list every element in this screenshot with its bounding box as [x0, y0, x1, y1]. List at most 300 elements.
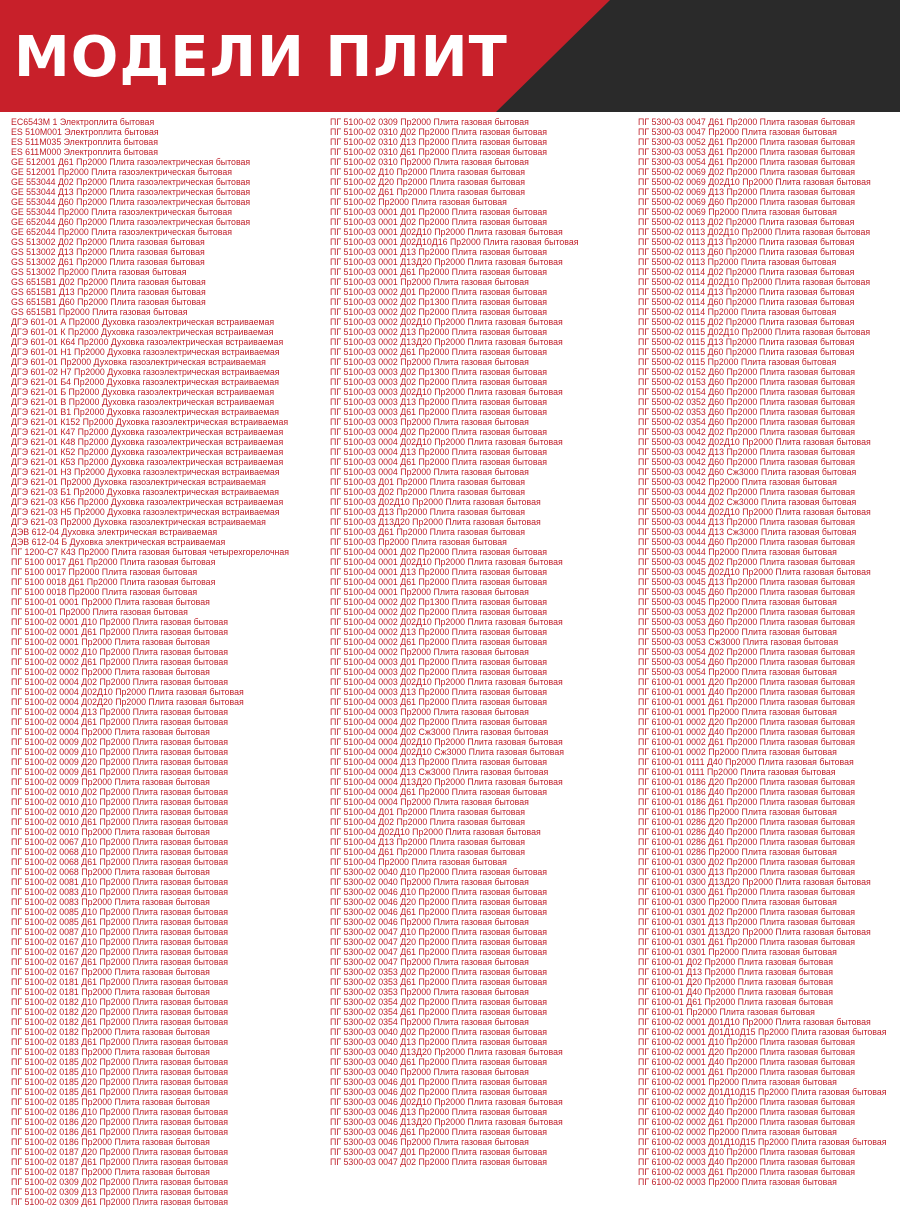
model-item[interactable]: ПГ 5500-03 0042 Д13 Пр2000 Плита газовая бытовая	[638, 447, 856, 457]
model-item[interactable]: ПГ 5100-03 0002 Д02 Пр1300 Плита газовая бытовая	[330, 297, 548, 307]
model-item[interactable]: ПГ 6100-01 0186 Д20 Пр2000 Плита газовая бытовая	[638, 777, 856, 787]
model-item[interactable]: ПГ 5100-04 0004 Пр2000 Плита газовая бытовая	[330, 797, 529, 807]
model-item[interactable]: ПГ 5500-02 0352 Д60 Пр2000 Плита газовая бытовая	[638, 397, 856, 407]
model-item[interactable]: ПГ 5100-03 0003 Д13 Пр2000 Плита газовая бытовая	[330, 397, 548, 407]
model-item[interactable]: ПГ 5100-04 Д02Д10 Пр2000 Плита газовая бытовая	[330, 827, 541, 837]
model-item[interactable]: ПГ 5100-02 0309 Пр2000 Плита газовая бытовая	[330, 117, 529, 127]
model-item[interactable]: ПГ 5500-02 0069 Д02 Пр2000 Плита газовая бытовая	[638, 167, 856, 177]
model-item[interactable]: ПГ 5100-02 0009 Д20 Пр2000 Плита газовая бытовая	[11, 757, 229, 767]
model-item[interactable]: ДГЭ 621-01 В1 Пр2000 Духовка газоэлектрическая встраиваемая	[11, 407, 280, 417]
model-item[interactable]: ПГ 5100-03 Пр2000 Плита газовая бытовая	[330, 537, 507, 547]
model-item[interactable]: ПГ 5100-04 0002 Пр2000 Плита газовая бытовая	[330, 647, 529, 657]
model-item[interactable]: ПГ 5100-02 0185 Пр2000 Плита газовая бытовая	[11, 1097, 210, 1107]
model-item[interactable]: ДГЭ 601-01 К64 Пр2000 Духовка газоэлектрическая встраиваемая	[11, 337, 284, 347]
model-item[interactable]: ПГ 6100-01 0002 Д20 Пр2000 Плита газовая бытовая	[638, 717, 856, 727]
model-item[interactable]: ПГ 5100-02 0186 Д10 Пр2000 Плита газовая бытовая	[11, 1107, 229, 1117]
model-item[interactable]: ДЭВ 612-04 Духовка электрическая встраиваемая	[11, 527, 218, 537]
model-item[interactable]: ПГ 6100-01 0301 Пр2000 Плита газовая бытовая	[638, 947, 837, 957]
model-item[interactable]: ПГ 5100-03 0004 Д02Д10 Пр2000 Плита газовая бытовая	[330, 437, 563, 447]
model-item[interactable]: ПГ 5100-02 0009 Пр2000 Плита газовая бытовая	[11, 777, 210, 787]
model-item[interactable]: ПГ 5500-03 0054 Пр2000 Плита газовая бытовая	[638, 667, 837, 677]
model-item[interactable]: GS 6515B1 Д13 Пр2000 Плита газовая бытовая	[11, 287, 206, 297]
model-item[interactable]: ДГЭ 621-03 Пр2000 Духовка газоэлектрическая встраиваемая	[11, 517, 266, 527]
model-item[interactable]: ПГ 5500-02 0069 Д60 Пр2000 Плита газовая бытовая	[638, 197, 856, 207]
model-item[interactable]: ПГ 5100-03 0001 Д01 Пр2000 Плита газовая бытовая	[330, 207, 548, 217]
model-item[interactable]: ПГ 6100-02 0002 Д61 Пр2000 Плита газовая бытовая	[638, 1117, 856, 1127]
model-item[interactable]: ПГ 5500-02 0114 Д60 Пр2000 Плита газовая бытовая	[638, 297, 855, 307]
model-item[interactable]: ПГ 5300-03 0047 Д61 Пр2000 Плита газовая бытовая	[638, 117, 856, 127]
model-item[interactable]: ПГ 6100-01 0300 Д13 Пр2000 Плита газовая бытовая	[638, 867, 856, 877]
model-item[interactable]: ПГ 5500-03 0045 Д60 Пр2000 Плита газовая бытовая	[638, 587, 856, 597]
model-item[interactable]: ПГ 5100-04 0003 Пр2000 Плита газовая бытовая	[330, 707, 529, 717]
model-item[interactable]: ПГ 5100-04 0003 Д13 Пр2000 Плита газовая бытовая	[330, 687, 548, 697]
model-item[interactable]: ПГ 5100-03 Д02 Пр2000 Плита газовая бытовая	[330, 487, 526, 497]
model-item[interactable]: ES 510M001 Электроплита бытовая	[11, 127, 159, 137]
model-item[interactable]: ПГ 6100-02 0001 Пр2000 Плита газовая бытовая	[638, 1077, 837, 1087]
model-item[interactable]: ПГ 6100-01 0002 Пр2000 Плита газовая бытовая	[638, 747, 837, 757]
model-item[interactable]: ПГ 5100-02 0186 Д20 Пр2000 Плита газовая бытовая	[11, 1117, 229, 1127]
model-item[interactable]: ДГЭ 621-01 Пр2000 Духовка газоэлектрическая встраиваемая	[11, 477, 266, 487]
model-item[interactable]: ПГ 5100-02 0185 Д61 Пр2000 Плита газовая бытовая	[11, 1087, 229, 1097]
model-item[interactable]: ПГ 5100-02 0083 Пр2000 Плита газовая бытовая	[11, 897, 210, 907]
model-item[interactable]: GE 652044 Д60 Пр2000 Плита газоэлектрическая бытовая	[11, 217, 251, 227]
model-item[interactable]: ПГ 5500-02 0113 Д02Д10 Пр2000 Плита газовая бытовая	[638, 227, 871, 237]
model-item[interactable]: ПГ 5100-04 0001 Пр2000 Плита газовая бытовая	[330, 587, 529, 597]
model-item[interactable]: ПГ 5300-02 0040 Пр2000 Плита газовая бытовая	[330, 877, 529, 887]
model-item[interactable]: ПГ 5300-02 0353 Пр2000 Плита газовая бытовая	[330, 987, 529, 997]
model-item[interactable]: ПГ 6100-01 0002 Д40 Пр2000 Плита газовая бытовая	[638, 727, 856, 737]
model-item[interactable]: EC6543M 1 Электроплита бытовая	[11, 117, 155, 127]
model-item[interactable]: ПГ 5100-02 0002 Д61 Пр2000 Плита газовая бытовая	[11, 657, 229, 667]
model-item[interactable]: ПГ 5100-04 0004 Д02 Пр2000 Плита газовая бытовая	[330, 717, 548, 727]
model-item[interactable]: ПГ 5300-03 0052 Д61 Пр2000 Плита газовая бытовая	[638, 137, 856, 147]
model-item[interactable]: ПГ 5100-04 0002 Д02Д10 Пр2000 Плита газовая бытовая	[330, 617, 563, 627]
model-item[interactable]: ПГ 5100-03 0004 Пр2000 Плита газовая бытовая	[330, 467, 529, 477]
model-item[interactable]: ES 511M035 Электроплита бытовая	[11, 137, 158, 147]
model-item[interactable]: ПГ 6100-01 0001 Пр2000 Плита газовая бытовая	[638, 707, 837, 717]
model-item[interactable]: ПГ 6100-01 0111 Д40 Пр2000 Плита газовая бытовая	[638, 757, 854, 767]
model-item[interactable]: ПГ 5100-02 0010 Д02 Пр2000 Плита газовая бытовая	[11, 787, 229, 797]
model-item[interactable]: ПГ 5300-03 0040 Пр2000 Плита газовая бытовая	[330, 1067, 529, 1077]
model-item[interactable]: ПГ 5500-03 0045 Д02Д10 Пр2000 Плита газовая бытовая	[638, 567, 871, 577]
model-item[interactable]: ПГ 5100-02 0009 Д02 Пр2000 Плита газовая бытовая	[11, 737, 229, 747]
model-item[interactable]: ДГЭ 621-01 К48 Пр2000 Духовка газоэлектрическая встраиваемая	[11, 437, 284, 447]
model-item[interactable]: ПГ 5100-02 0001 Пр2000 Плита газовая бытовая	[11, 637, 210, 647]
model-item[interactable]: ПГ 5100 0017 Д61 Пр2000 Плита газовая бытовая	[11, 557, 216, 567]
model-item[interactable]: ПГ 5100-02 0004 Пр2000 Плита газовая бытовая	[11, 727, 210, 737]
model-item[interactable]: ПГ 5500-03 0042 Д60 Сж3000 Плита газовая бытовая	[638, 467, 857, 477]
model-item[interactable]: ПГ 6100-01 0301 Д13Д20 Пр2000 Плита газовая бытовая	[638, 927, 871, 937]
model-item[interactable]: ПГ 5500-03 0044 Д02 Пр2000 Плита газовая бытовая	[638, 487, 856, 497]
model-item[interactable]: ПГ 5300-03 0053 Д61 Пр2000 Плита газовая бытовая	[638, 147, 856, 157]
model-item[interactable]: ПГ 6100-01 0286 Д61 Пр2000 Плита газовая бытовая	[638, 837, 856, 847]
model-item[interactable]: ПГ 5100-03 0002 Д13Д20 Пр2000 Плита газовая бытовая	[330, 337, 563, 347]
model-item[interactable]: ПГ 5100-02 0310 Д61 Пр2000 Плита газовая бытовая	[330, 147, 548, 157]
model-item[interactable]: ПГ 5100-03 Д61 Пр2000 Плита газовая бытовая	[330, 527, 526, 537]
model-item[interactable]: ПГ 6100-01 0001 Д20 Пр2000 Плита газовая бытовая	[638, 677, 856, 687]
model-item[interactable]: ES 611M000 Электроплита бытовая	[11, 147, 158, 157]
model-item[interactable]: ПГ 5500-03 0042 Д60 Пр2000 Плита газовая бытовая	[638, 457, 856, 467]
model-item[interactable]: ПГ 5500-03 0045 Д13 Пр2000 Плита газовая бытовая	[638, 577, 856, 587]
model-item[interactable]: ПГ 5100-03 0004 Д02 Пр2000 Плита газовая бытовая	[330, 427, 548, 437]
model-item[interactable]: ПГ 5300-03 0047 Д01 Пр2000 Плита газовая бытовая	[330, 1147, 548, 1157]
model-item[interactable]: ПГ 5100-03 0002 Д61 Пр2000 Плита газовая бытовая	[330, 347, 548, 357]
model-item[interactable]: ПГ 5300-03 0046 Д02 Пр2000 Плита газовая бытовая	[330, 1087, 548, 1097]
model-item[interactable]: ПГ 5300-03 0040 Д13 Пр2000 Плита газовая бытовая	[330, 1037, 548, 1047]
model-item[interactable]: ПГ 5100-03 Д01 Пр2000 Плита газовая бытовая	[330, 477, 526, 487]
model-item[interactable]: ПГ 6100-01 0186 Пр2000 Плита газовая бытовая	[638, 807, 837, 817]
model-item[interactable]: ДГЭ 601-01 Н1 Пр2000 Духовка газоэлектрическая встраиваемая	[11, 347, 280, 357]
model-item[interactable]: ДГЭ 621-01 Б4 Пр2000 Духовка газоэлектрическая встраиваемая	[11, 377, 279, 387]
model-item[interactable]: ПГ 5500-02 0115 Д02Д10 Пр2000 Плита газовая бытовая	[638, 327, 871, 337]
model-item[interactable]: ПГ 5100-04 0002 Д61 Пр2000 Плита газовая бытовая	[330, 637, 548, 647]
model-item[interactable]: ПГ 5100-02 0310 Пр2000 Плита газовая бытовая	[330, 157, 529, 167]
model-item[interactable]: ПГ 6100-01 Д40 Пр2000 Плита газовая бытовая	[638, 987, 834, 997]
model-item[interactable]: ПГ 5100-02 0085 Д61 Пр2000 Плита газовая бытовая	[11, 917, 229, 927]
model-item[interactable]: ПГ 5100-04 0004 Д61 Пр2000 Плита газовая бытовая	[330, 787, 548, 797]
model-item[interactable]: GE 512001 Пр2000 Плита газоэлектрическая бытовая	[11, 167, 232, 177]
model-item[interactable]: ПГ 5300-02 0353 Д61 Пр2000 Плита газовая бытовая	[330, 977, 548, 987]
model-item[interactable]: ПГ 5100-02 0310 Д02 Пр2000 Плита газовая бытовая	[330, 127, 548, 137]
model-item[interactable]: ПГ 6100-02 0001 Д01Д10Д15 Пр2000 Плита газовая бытовая	[638, 1027, 887, 1037]
model-item[interactable]: ПГ 5500-03 0044 Д02 Сж3000 Плита газовая бытовая	[638, 497, 857, 507]
model-item[interactable]: ПГ 5100-04 0004 Д13 Пр2000 Плита газовая бытовая	[330, 757, 548, 767]
model-item[interactable]: ПГ 5100-04 0003 Д02Д10 Пр2000 Плита газовая бытовая	[330, 677, 563, 687]
model-item[interactable]: ПГ 6100-02 0002 Д01Д10Д15 Пр2000 Плита газовая бытовая	[638, 1087, 887, 1097]
model-item[interactable]: ПГ 6100-02 0001 Д01Д10 Пр2000 Плита газовая бытовая	[638, 1017, 871, 1027]
model-item[interactable]: ПГ 6100-01 0001 Д61 Пр2000 Плита газовая бытовая	[638, 697, 856, 707]
model-item[interactable]: ПГ 5100-02 0187 Д61 Пр2000 Плита газовая бытовая	[11, 1157, 229, 1167]
model-item[interactable]: ПГ 5100-02 0009 Д10 Пр2000 Плита газовая бытовая	[11, 747, 229, 757]
model-item[interactable]: ПГ 5100-03 0001 Д02 Пр2000 Плита газовая бытовая	[330, 217, 548, 227]
model-item[interactable]: ПГ 5500-02 0115 Д02 Пр2000 Плита газовая бытовая	[638, 317, 855, 327]
model-item[interactable]: ПГ 5100-02 0002 Д10 Пр2000 Плита газовая бытовая	[11, 647, 229, 657]
model-item[interactable]: ПГ 6100-01 0286 Пр2000 Плита газовая бытовая	[638, 847, 837, 857]
model-item[interactable]: ПГ 5100-04 0002 Д13 Пр2000 Плита газовая бытовая	[330, 627, 548, 637]
model-item[interactable]: ПГ 5500-02 0069 Пр2000 Плита газовая бытовая	[638, 207, 837, 217]
model-item[interactable]: ПГ 5100-02 Д61 Пр2000 Плита газовая бытовая	[330, 187, 526, 197]
model-item[interactable]: ПГ 5300-02 0354 Д61 Пр2000 Плита газовая бытовая	[330, 1007, 548, 1017]
model-item[interactable]: ПГ 5100-02 0068 Пр2000 Плита газовая бытовая	[11, 867, 210, 877]
model-item[interactable]: ПГ 5100-03 0003 Д02 Пр2000 Плита газовая бытовая	[330, 377, 548, 387]
model-item[interactable]: ПГ 5100-02 0081 Д10 Пр2000 Плита газовая бытовая	[11, 877, 229, 887]
model-item[interactable]: ПГ 5500-03 0044 Д13 Сж3000 Плита газовая бытовая	[638, 527, 857, 537]
model-item[interactable]: ПГ 6100-02 0001 Д61 Пр2000 Плита газовая бытовая	[638, 1067, 856, 1077]
model-item[interactable]: ПГ 5300-02 0353 Д02 Пр2000 Плита газовая бытовая	[330, 967, 548, 977]
model-item[interactable]: ПГ 5300-03 0040 Д61 Пр2000 Плита газовая бытовая	[330, 1057, 548, 1067]
model-item[interactable]: ПГ 5100-02 0181 Д61 Пр2000 Плита газовая бытовая	[11, 977, 229, 987]
model-item[interactable]: ПГ 5500-02 0153 Д60 Пр2000 Плита газовая бытовая	[638, 377, 856, 387]
model-item[interactable]: ПГ 5500-03 0053 Д02 Пр2000 Плита газовая бытовая	[638, 607, 856, 617]
model-item[interactable]: ПГ 5100-03 0004 Д13 Пр2000 Плита газовая бытовая	[330, 447, 548, 457]
model-item[interactable]: ПГ 6100-02 0002 Пр2000 Плита газовая бытовая	[638, 1127, 837, 1137]
model-item[interactable]: ПГ 5500-03 0042 Д02Д10 Пр2000 Плита газовая бытовая	[638, 437, 871, 447]
model-item[interactable]: ПГ 5500-03 0053 Сж3000 Плита газовая бытовая	[638, 637, 839, 647]
model-item[interactable]: ПГ 5100-02 0185 Д02 Пр2000 Плита газовая бытовая	[11, 1057, 229, 1067]
model-item[interactable]: ДГЭ 621-03 Н5 Пр2000 Духовка газоэлектрическая встраиваемая	[11, 507, 280, 517]
model-item[interactable]: GS 513002 Д13 Пр2000 Плита газовая бытовая	[11, 247, 205, 257]
model-item[interactable]: ПГ 5500-03 0044 Д60 Пр2000 Плита газовая бытовая	[638, 537, 856, 547]
model-item[interactable]: ПГ 5100-02 0010 Д20 Пр2000 Плита газовая бытовая	[11, 807, 229, 817]
model-item[interactable]: ПГ 5300-02 0046 Пр2000 Плита газовая бытовая	[330, 917, 529, 927]
model-item[interactable]: ПГ 5500-02 0114 Д02Д10 Пр2000 Плита газовая бытовая	[638, 277, 871, 287]
model-item[interactable]: ПГ 5100-03 0001 Д13 Пр2000 Плита газовая бытовая	[330, 247, 548, 257]
model-item[interactable]: ПГ 5100-02 0309 Д61 Пр2000 Плита газовая бытовая	[11, 1197, 229, 1207]
model-item[interactable]: ПГ 5500-02 0154 Д60 Пр2000 Плита газовая бытовая	[638, 387, 856, 397]
model-item[interactable]: ПГ 5100-03 Д02Д10 Пр2000 Плита газовая бытовая	[330, 497, 541, 507]
model-item[interactable]: ПГ 5500-02 0115 Пр2000 Плита газовая бытовая	[638, 357, 837, 367]
model-item[interactable]: ПГ 5100-04 Пр2000 Плита газовая бытовая	[330, 857, 507, 867]
model-item[interactable]: ПГ 5100-04 Д01 Пр2000 Плита газовая бытовая	[330, 807, 526, 817]
model-item[interactable]: ПГ 5100-02 0167 Д61 Пр2000 Плита газовая бытовая	[11, 957, 229, 967]
model-item[interactable]: ДГЭ 601-02 Н7 Пр2000 Духовка газоэлектрическая встраиваемая	[11, 367, 280, 377]
model-item[interactable]: ДЭВ 612-04 Б Духовка электрическая встраиваемая	[11, 537, 226, 547]
model-item[interactable]: ПГ 5100-03 0002 Д13 Пр2000 Плита газовая бытовая	[330, 327, 548, 337]
model-item[interactable]: ПГ 6100-02 0002 Д40 Пр2000 Плита газовая бытовая	[638, 1107, 856, 1117]
model-item[interactable]: ПГ 5300-03 0046 Д13Д20 Пр2000 Плита газовая бытовая	[330, 1117, 563, 1127]
model-item[interactable]: ПГ 6100-02 0003 Пр2000 Плита газовая бытовая	[638, 1177, 837, 1187]
model-item[interactable]: ПГ 5300-02 0354 Пр2000 Плита газовая бытовая	[330, 1017, 529, 1027]
model-item[interactable]: ПГ 5100-04 0001 Д13 Пр2000 Плита газовая бытовая	[330, 567, 548, 577]
model-item[interactable]: ПГ 5100-02 0068 Д61 Пр2000 Плита газовая бытовая	[11, 857, 229, 867]
model-item[interactable]: ПГ 5100-02 0068 Д10 Пр2000 Плита газовая бытовая	[11, 847, 229, 857]
model-item[interactable]: GS 513002 Д61 Пр2000 Плита газовая бытовая	[11, 257, 205, 267]
model-item[interactable]: ПГ 5100-04 Д02 Пр2000 Плита газовая бытовая	[330, 817, 526, 827]
model-item[interactable]: ПГ 5100-02 0187 Пр2000 Плита газовая бытовая	[11, 1167, 210, 1177]
model-item[interactable]: ДГЭ 601-01 К Пр2000 Духовка газоэлектрическая встраиваемая	[11, 327, 274, 337]
model-item[interactable]: ПГ 5500-03 0042 Д02 Пр2000 Плита газовая бытовая	[638, 427, 856, 437]
model-item[interactable]: ПГ 5300-02 0354 Д02 Пр2000 Плита газовая бытовая	[330, 997, 548, 1007]
model-item[interactable]: ПГ 5100-03 0001 Д13Д20 Пр2000 Плита газовая бытовая	[330, 257, 563, 267]
model-item[interactable]: GS 6515B1 Пр2000 Плита газовая бытовая	[11, 307, 188, 317]
model-item[interactable]: ПГ 5100-02 0004 Д13 Пр2000 Плита газовая бытовая	[11, 707, 229, 717]
model-item[interactable]: ПГ 5100-02 0004 Д61 Пр2000 Плита газовая бытовая	[11, 717, 229, 727]
model-item[interactable]: ДГЭ 601-01 А Пр2000 Духовка газоэлектрическая встраиваемая	[11, 317, 275, 327]
model-item[interactable]: ДГЭ 601-01 Пр2000 Духовка газоэлектрическая встраиваемая	[11, 357, 266, 367]
model-item[interactable]: ПГ 5300-02 0047 Пр2000 Плита газовая бытовая	[330, 957, 529, 967]
model-item[interactable]: GE 652044 Пр2000 Плита газоэлектрическая бытовая	[11, 227, 232, 237]
model-item[interactable]: ПГ 5300-03 0040 Д13Д20 Пр2000 Плита газовая бытовая	[330, 1047, 563, 1057]
model-item[interactable]: GS 6515B1 Д02 Пр2000 Плита газовая бытовая	[11, 277, 206, 287]
model-item[interactable]: ПГ 5100-03 0001 Д02Д10 Пр2000 Плита газовая бытовая	[330, 227, 563, 237]
model-item[interactable]: ПГ 5100-02 0167 Пр2000 Плита газовая бытовая	[11, 967, 210, 977]
model-item[interactable]: ПГ 5100-02 0004 Д02 Пр2000 Плита газовая бытовая	[11, 677, 229, 687]
model-item[interactable]: GS 513002 Пр2000 Плита газовая бытовая	[11, 267, 187, 277]
model-item[interactable]: ПГ 6100-01 0186 Д61 Пр2000 Плита газовая бытовая	[638, 797, 856, 807]
model-item[interactable]: ПГ 5100-04 0001 Д02Д10 Пр2000 Плита газовая бытовая	[330, 557, 563, 567]
model-item[interactable]: ПГ 5500-02 0113 Пр2000 Плита газовая бытовая	[638, 257, 837, 267]
model-item[interactable]: ПГ 6100-01 0001 Д40 Пр2000 Плита газовая бытовая	[638, 687, 856, 697]
model-item[interactable]: ПГ 5100-04 Д13 Пр2000 Плита газовая бытовая	[330, 837, 526, 847]
model-item[interactable]: ПГ 5500-02 0114 Пр2000 Плита газовая бытовая	[638, 307, 837, 317]
model-item[interactable]: GS 6515B1 Д60 Пр2000 Плита газовая бытовая	[11, 297, 206, 307]
model-item[interactable]: ПГ 5100-04 0004 Д13Д20 Пр2000 Плита газовая бытовая	[330, 777, 563, 787]
model-item[interactable]: ПГ 5500-03 0044 Д02Д10 Пр2000 Плита газовая бытовая	[638, 507, 871, 517]
model-item[interactable]: ПГ 5100-02 0181 Пр2000 Плита газовая бытовая	[11, 987, 210, 997]
model-item[interactable]: ПГ 5500-03 0045 Пр2000 Плита газовая бытовая	[638, 597, 837, 607]
model-item[interactable]: ПГ 6100-01 0300 Пр2000 Плита газовая бытовая	[638, 897, 837, 907]
model-item[interactable]: ПГ 6100-02 0003 Д10 Пр2000 Плита газовая бытовая	[638, 1147, 856, 1157]
model-item[interactable]: ПГ 5100-04 0001 Д02 Пр2000 Плита газовая бытовая	[330, 547, 548, 557]
model-item[interactable]: ПГ 6100-02 0001 Д10 Пр2000 Плита газовая бытовая	[638, 1037, 856, 1047]
model-item[interactable]: GE 553044 Д60 Пр2000 Плита газоэлектрическая бытовая	[11, 197, 251, 207]
model-item[interactable]: ПГ 5100-02 0183 Пр2000 Плита газовая бытовая	[11, 1047, 210, 1057]
model-item[interactable]: ПГ 5500-03 0044 Д13 Пр2000 Плита газовая бытовая	[638, 517, 856, 527]
model-item[interactable]: ПГ 5100-04 0003 Д01 Пр2000 Плита газовая бытовая	[330, 657, 548, 667]
model-item[interactable]: ПГ 5300-02 0046 Д20 Пр2000 Плита газовая бытовая	[330, 897, 548, 907]
model-item[interactable]: ПГ 5500-03 0045 Д02 Пр2000 Плита газовая бытовая	[638, 557, 856, 567]
model-item[interactable]: ПГ 5100-02 0182 Пр2000 Плита газовая бытовая	[11, 1027, 210, 1037]
model-item[interactable]: GE 553044 Д02 Пр2000 Плита газоэлектрическая бытовая	[11, 177, 251, 187]
model-item[interactable]: ПГ 5100-02 0182 Д61 Пр2000 Плита газовая бытовая	[11, 1017, 229, 1027]
model-item[interactable]: ПГ 5100-02 0009 Д61 Пр2000 Плита газовая бытовая	[11, 767, 229, 777]
model-item[interactable]: ПГ 5300-03 0047 Д02 Пр2000 Плита газовая бытовая	[330, 1157, 548, 1167]
model-item[interactable]: ПГ 5100-03 0003 Пр2000 Плита газовая бытовая	[330, 417, 529, 427]
model-item[interactable]: ПГ 5100-02 0001 Д61 Пр2000 Плита газовая бытовая	[11, 627, 229, 637]
model-item[interactable]: ПГ 5100-02 0167 Д20 Пр2000 Плита газовая бытовая	[11, 947, 229, 957]
model-item[interactable]: ПГ 5100-04 0002 Д02 Пр2000 Плита газовая бытовая	[330, 607, 548, 617]
model-item[interactable]: ПГ 5100-04 0004 Д02Д10 Пр2000 Плита газовая бытовая	[330, 737, 563, 747]
model-item[interactable]: ПГ 5500-02 0069 Д02Д10 Пр2000 Плита газовая бытовая	[638, 177, 871, 187]
model-item[interactable]: ПГ 5100-04 0004 Д02Д10 Сж3000 Плита газовая бытовая	[330, 747, 565, 757]
model-item[interactable]: ПГ 5100 0017 Пр2000 Плита газовая бытовая	[11, 567, 198, 577]
model-item[interactable]: ПГ 5100-02 0001 Д10 Пр2000 Плита газовая бытовая	[11, 617, 229, 627]
model-item[interactable]: ПГ 6100-01 0300 Д02 Пр2000 Плита газовая бытовая	[638, 857, 856, 867]
model-item[interactable]: ПГ 6100-02 0003 Д01Д10Д15 Пр2000 Плита газовая бытовая	[638, 1137, 887, 1147]
model-item[interactable]: ПГ 5300-03 0046 Д13 Пр2000 Плита газовая бытовая	[330, 1107, 548, 1117]
model-item[interactable]: ПГ 5100-02 Пр2000 Плита газовая бытовая	[330, 197, 507, 207]
model-item[interactable]: ПГ 5500-02 0115 Д13 Пр2000 Плита газовая бытовая	[638, 337, 855, 347]
model-item[interactable]: ПГ 5100-02 0309 Д02 Пр2000 Плита газовая бытовая	[11, 1177, 229, 1187]
model-item[interactable]: ПГ 5100-02 0183 Д61 Пр2000 Плита газовая бытовая	[11, 1037, 229, 1047]
model-item[interactable]: ПГ 5100-03 0003 Д61 Пр2000 Плита газовая бытовая	[330, 407, 548, 417]
model-item[interactable]: ПГ 5100-03 0003 Д02Д10 Пр2000 Плита газовая бытовая	[330, 387, 563, 397]
model-item[interactable]: ПГ 5100-02 0010 Д61 Пр2000 Плита газовая бытовая	[11, 817, 229, 827]
model-item[interactable]: ПГ 5100-02 0085 Д10 Пр2000 Плита газовая бытовая	[11, 907, 229, 917]
model-item[interactable]: ПГ 5100-03 Д13Д20 Пр2000 Плита газовая бытовая	[330, 517, 541, 527]
model-item[interactable]: ДГЭ 621-01 К53 Пр2000 Духовка газоэлектрическая встраиваемая	[11, 457, 284, 467]
model-item[interactable]: ПГ 6100-02 0002 Д10 Пр2000 Плита газовая бытовая	[638, 1097, 856, 1107]
model-item[interactable]: ПГ 5100-04 0004 Д02 Сж3000 Плита газовая бытовая	[330, 727, 549, 737]
model-item[interactable]: ПГ 5100-02 Д10 Пр2000 Плита газовая бытовая	[330, 167, 526, 177]
model-item[interactable]: ПГ 1200-С7 К43 Пр2000 Плита газовая бытовая четырехгорелочная	[11, 547, 290, 557]
model-item[interactable]: ПГ 6100-02 0001 Д40 Пр2000 Плита газовая бытовая	[638, 1057, 856, 1067]
model-item[interactable]: ПГ 6100-01 0301 Д13 Пр2000 Плита газовая бытовая	[638, 917, 856, 927]
model-item[interactable]: ПГ 5300-03 0046 Д02Д10 Пр2000 Плита газовая бытовая	[330, 1097, 563, 1107]
model-item[interactable]: ПГ 5100-02 0310 Д13 Пр2000 Плита газовая бытовая	[330, 137, 548, 147]
model-item[interactable]: ПГ 5300-02 0047 Д20 Пр2000 Плита газовая бытовая	[330, 937, 548, 947]
model-item[interactable]: ПГ 5500-03 0042 Пр2000 Плита газовая бытовая	[638, 477, 837, 487]
model-item[interactable]: ПГ 5300-02 0046 Д10 Пр2000 Плита газовая бытовая	[330, 887, 548, 897]
model-item[interactable]: ПГ 5100-04 0003 Д61 Пр2000 Плита газовая бытовая	[330, 697, 548, 707]
model-item[interactable]: ПГ 5500-02 0113 Д13 Пр2000 Плита газовая бытовая	[638, 237, 855, 247]
model-item[interactable]: ПГ 5100-03 0002 Д02Д10 Пр2000 Плита газовая бытовая	[330, 317, 563, 327]
model-item[interactable]: ПГ 5500-02 0152 Д60 Пр2000 Плита газовая бытовая	[638, 367, 856, 377]
model-item[interactable]: ПГ 6100-01 Д61 Пр2000 Плита газовая бытовая	[638, 997, 834, 1007]
model-item[interactable]: ПГ 5100-02 0067 Д10 Пр2000 Плита газовая бытовая	[11, 837, 229, 847]
model-item[interactable]: ПГ 6100-01 0111 Пр2000 Плита газовая бытовая	[638, 767, 836, 777]
model-item[interactable]: ДГЭ 621-01 Б Пр2000 Духовка газоэлектрическая встраиваемая	[11, 387, 275, 397]
model-item[interactable]: ДГЭ 621-01 В Пр2000 Духовка газоэлектрическая встраиваемая	[11, 397, 275, 407]
model-item[interactable]: ПГ 6100-01 0002 Д61 Пр2000 Плита газовая бытовая	[638, 737, 856, 747]
model-item[interactable]: GE 553044 Д13 Пр2000 Плита газоэлектрическая бытовая	[11, 187, 251, 197]
model-item[interactable]: ПГ 6100-01 0300 Д61 Пр2000 Плита газовая бытовая	[638, 887, 856, 897]
model-item[interactable]: ПГ 5100-01 Пр2000 Плита газовая бытовая	[11, 607, 188, 617]
model-item[interactable]: ПГ 6100-01 0286 Д20 Пр2000 Плита газовая бытовая	[638, 817, 856, 827]
model-item[interactable]: ПГ 5100-02 0002 Пр2000 Плита газовая бытовая	[11, 667, 210, 677]
model-item[interactable]: ПГ 5100-03 Д13 Пр2000 Плита газовая бытовая	[330, 507, 526, 517]
model-item[interactable]: ПГ 5100-03 0003 Д02 Пр1300 Плита газовая бытовая	[330, 367, 548, 377]
model-item[interactable]: ПГ 5500-02 0114 Д02 Пр2000 Плита газовая бытовая	[638, 267, 855, 277]
model-item[interactable]: ПГ 5100-04 0004 Д13 Сж3000 Плита газовая бытовая	[330, 767, 549, 777]
model-item[interactable]: ПГ 5100-02 0087 Д10 Пр2000 Плита газовая бытовая	[11, 927, 229, 937]
model-item[interactable]: ДГЭ 621-01 К52 Пр2000 Духовка газоэлектрическая встраиваемая	[11, 447, 284, 457]
model-item[interactable]: ПГ 5100-02 Д20 Пр2000 Плита газовая бытовая	[330, 177, 526, 187]
model-item[interactable]: ПГ 5300-02 0046 Д61 Пр2000 Плита газовая бытовая	[330, 907, 548, 917]
model-item[interactable]: ПГ 5100-01 0001 Пр2000 Плита газовая бытовая	[11, 597, 210, 607]
model-item[interactable]: ПГ 5300-03 0047 Пр2000 Плита газовая бытовая	[638, 127, 837, 137]
model-item[interactable]: ПГ 5100-03 0001 Пр2000 Плита газовая бытовая	[330, 277, 529, 287]
model-item[interactable]: ПГ 5300-02 0047 Д61 Пр2000 Плита газовая бытовая	[330, 947, 548, 957]
model-item[interactable]: ПГ 6100-01 0300 Д13Д20 Пр2000 Плита газовая бытовая	[638, 877, 871, 887]
model-item[interactable]: ПГ 5500-02 0115 Д60 Пр2000 Плита газовая бытовая	[638, 347, 855, 357]
model-item[interactable]: ПГ 5100-02 0182 Д20 Пр2000 Плита газовая бытовая	[11, 1007, 229, 1017]
model-item[interactable]: ПГ 6100-01 0301 Д02 Пр2000 Плита газовая бытовая	[638, 907, 856, 917]
model-item[interactable]: ПГ 5500-02 0113 Д60 Пр2000 Плита газовая бытовая	[638, 247, 855, 257]
model-item[interactable]: ПГ 5100-02 0187 Д20 Пр2000 Плита газовая бытовая	[11, 1147, 229, 1157]
model-item[interactable]: ПГ 5100-02 0010 Д10 Пр2000 Плита газовая бытовая	[11, 797, 229, 807]
model-item[interactable]: ПГ 5500-02 0114 Д13 Пр2000 Плита газовая бытовая	[638, 287, 855, 297]
model-item[interactable]: ПГ 6100-01 0301 Д61 Пр2000 Плита газовая бытовая	[638, 937, 856, 947]
model-item[interactable]: ПГ 5500-03 0054 Д02 Пр2000 Плита газовая бытовая	[638, 647, 856, 657]
model-item[interactable]: ПГ 5500-03 0053 Пр2000 Плита газовая бытовая	[638, 627, 837, 637]
model-item[interactable]: GE 512001 Д61 Пр2000 Плита газоэлектрическая бытовая	[11, 157, 251, 167]
model-item[interactable]: ПГ 5300-03 0054 Д61 Пр2000 Плита газовая бытовая	[638, 157, 856, 167]
model-item[interactable]: ДГЭ 621-01 К47 Пр2000 Духовка газоэлектрическая встраиваемая	[11, 427, 284, 437]
model-item[interactable]: ПГ 5100-03 0002 Д02 Пр2000 Плита газовая бытовая	[330, 307, 548, 317]
model-item[interactable]: ПГ 5500-02 0353 Д60 Пр2000 Плита газовая бытовая	[638, 407, 856, 417]
model-item[interactable]: ПГ 5100-03 0001 Д02Д10Д16 Пр2000 Плита газовая бытовая	[330, 237, 579, 247]
model-item[interactable]: ДГЭ 621-03 Б1 Пр2000 Духовка газоэлектрическая встраиваемая	[11, 487, 279, 497]
model-item[interactable]: ПГ 5300-02 0040 Д10 Пр2000 Плита газовая бытовая	[330, 867, 548, 877]
model-item[interactable]: ПГ 5100-04 0002 Д02 Пр1300 Плита газовая бытовая	[330, 597, 548, 607]
model-item[interactable]: ДГЭ 621-01 Н3 Пр2000 Духовка газоэлектрическая встраиваемая	[11, 467, 280, 477]
model-item[interactable]: GE 553044 Пр2000 Плита газоэлектрическая бытовая	[11, 207, 232, 217]
model-item[interactable]: ПГ 6100-01 Пр2000 Плита газовая бытовая	[638, 1007, 815, 1017]
model-item[interactable]: ПГ 5300-02 0047 Д10 Пр2000 Плита газовая бытовая	[330, 927, 548, 937]
model-item[interactable]: ПГ 5500-02 0354 Д60 Пр2000 Плита газовая бытовая	[638, 417, 856, 427]
model-item[interactable]: ПГ 5100-04 Д61 Пр2000 Плита газовая бытовая	[330, 847, 526, 857]
model-item[interactable]: ПГ 5100-02 0010 Пр2000 Плита газовая бытовая	[11, 827, 210, 837]
model-item[interactable]: ПГ 5100-02 0083 Д10 Пр2000 Плита газовая бытовая	[11, 887, 229, 897]
model-item[interactable]: ПГ 5100-02 0182 Д10 Пр2000 Плита газовая бытовая	[11, 997, 229, 1007]
model-item[interactable]: ПГ 5500-02 0113 Д02 Пр2000 Плита газовая бытовая	[638, 217, 855, 227]
model-item[interactable]: ПГ 5100 0018 Пр2000 Плита газовая бытовая	[11, 587, 198, 597]
model-item[interactable]: ПГ 5500-03 0053 Д60 Пр2000 Плита газовая бытовая	[638, 617, 856, 627]
model-item[interactable]: ПГ 5100-03 0004 Д61 Пр2000 Плита газовая бытовая	[330, 457, 548, 467]
model-item[interactable]: ПГ 6100-01 0186 Д40 Пр2000 Плита газовая бытовая	[638, 787, 856, 797]
model-item[interactable]: ПГ 5500-03 0054 Д60 Пр2000 Плита газовая бытовая	[638, 657, 856, 667]
model-item[interactable]: ПГ 5100-02 0185 Д10 Пр2000 Плита газовая бытовая	[11, 1067, 229, 1077]
model-item[interactable]: ПГ 5300-03 0046 Д61 Пр2000 Плита газовая бытовая	[330, 1127, 548, 1137]
model-item[interactable]: ПГ 5100-02 0185 Д20 Пр2000 Плита газовая бытовая	[11, 1077, 229, 1087]
model-item[interactable]: ПГ 5100-02 0309 Д13 Пр2000 Плита газовая бытовая	[11, 1187, 229, 1197]
model-item[interactable]: ПГ 5100-03 0001 Д61 Пр2000 Плита газовая бытовая	[330, 267, 548, 277]
model-item[interactable]: ПГ 6100-01 Д20 Пр2000 Плита газовая бытовая	[638, 977, 834, 987]
model-item[interactable]: ПГ 5100-03 0002 Д01 Пр2000 Плита газовая бытовая	[330, 287, 548, 297]
model-item[interactable]: ПГ 5300-03 0046 Д01 Пр2000 Плита газовая бытовая	[330, 1077, 548, 1087]
model-item[interactable]: ПГ 5100-04 0003 Д02 Пр2000 Плита газовая бытовая	[330, 667, 548, 677]
